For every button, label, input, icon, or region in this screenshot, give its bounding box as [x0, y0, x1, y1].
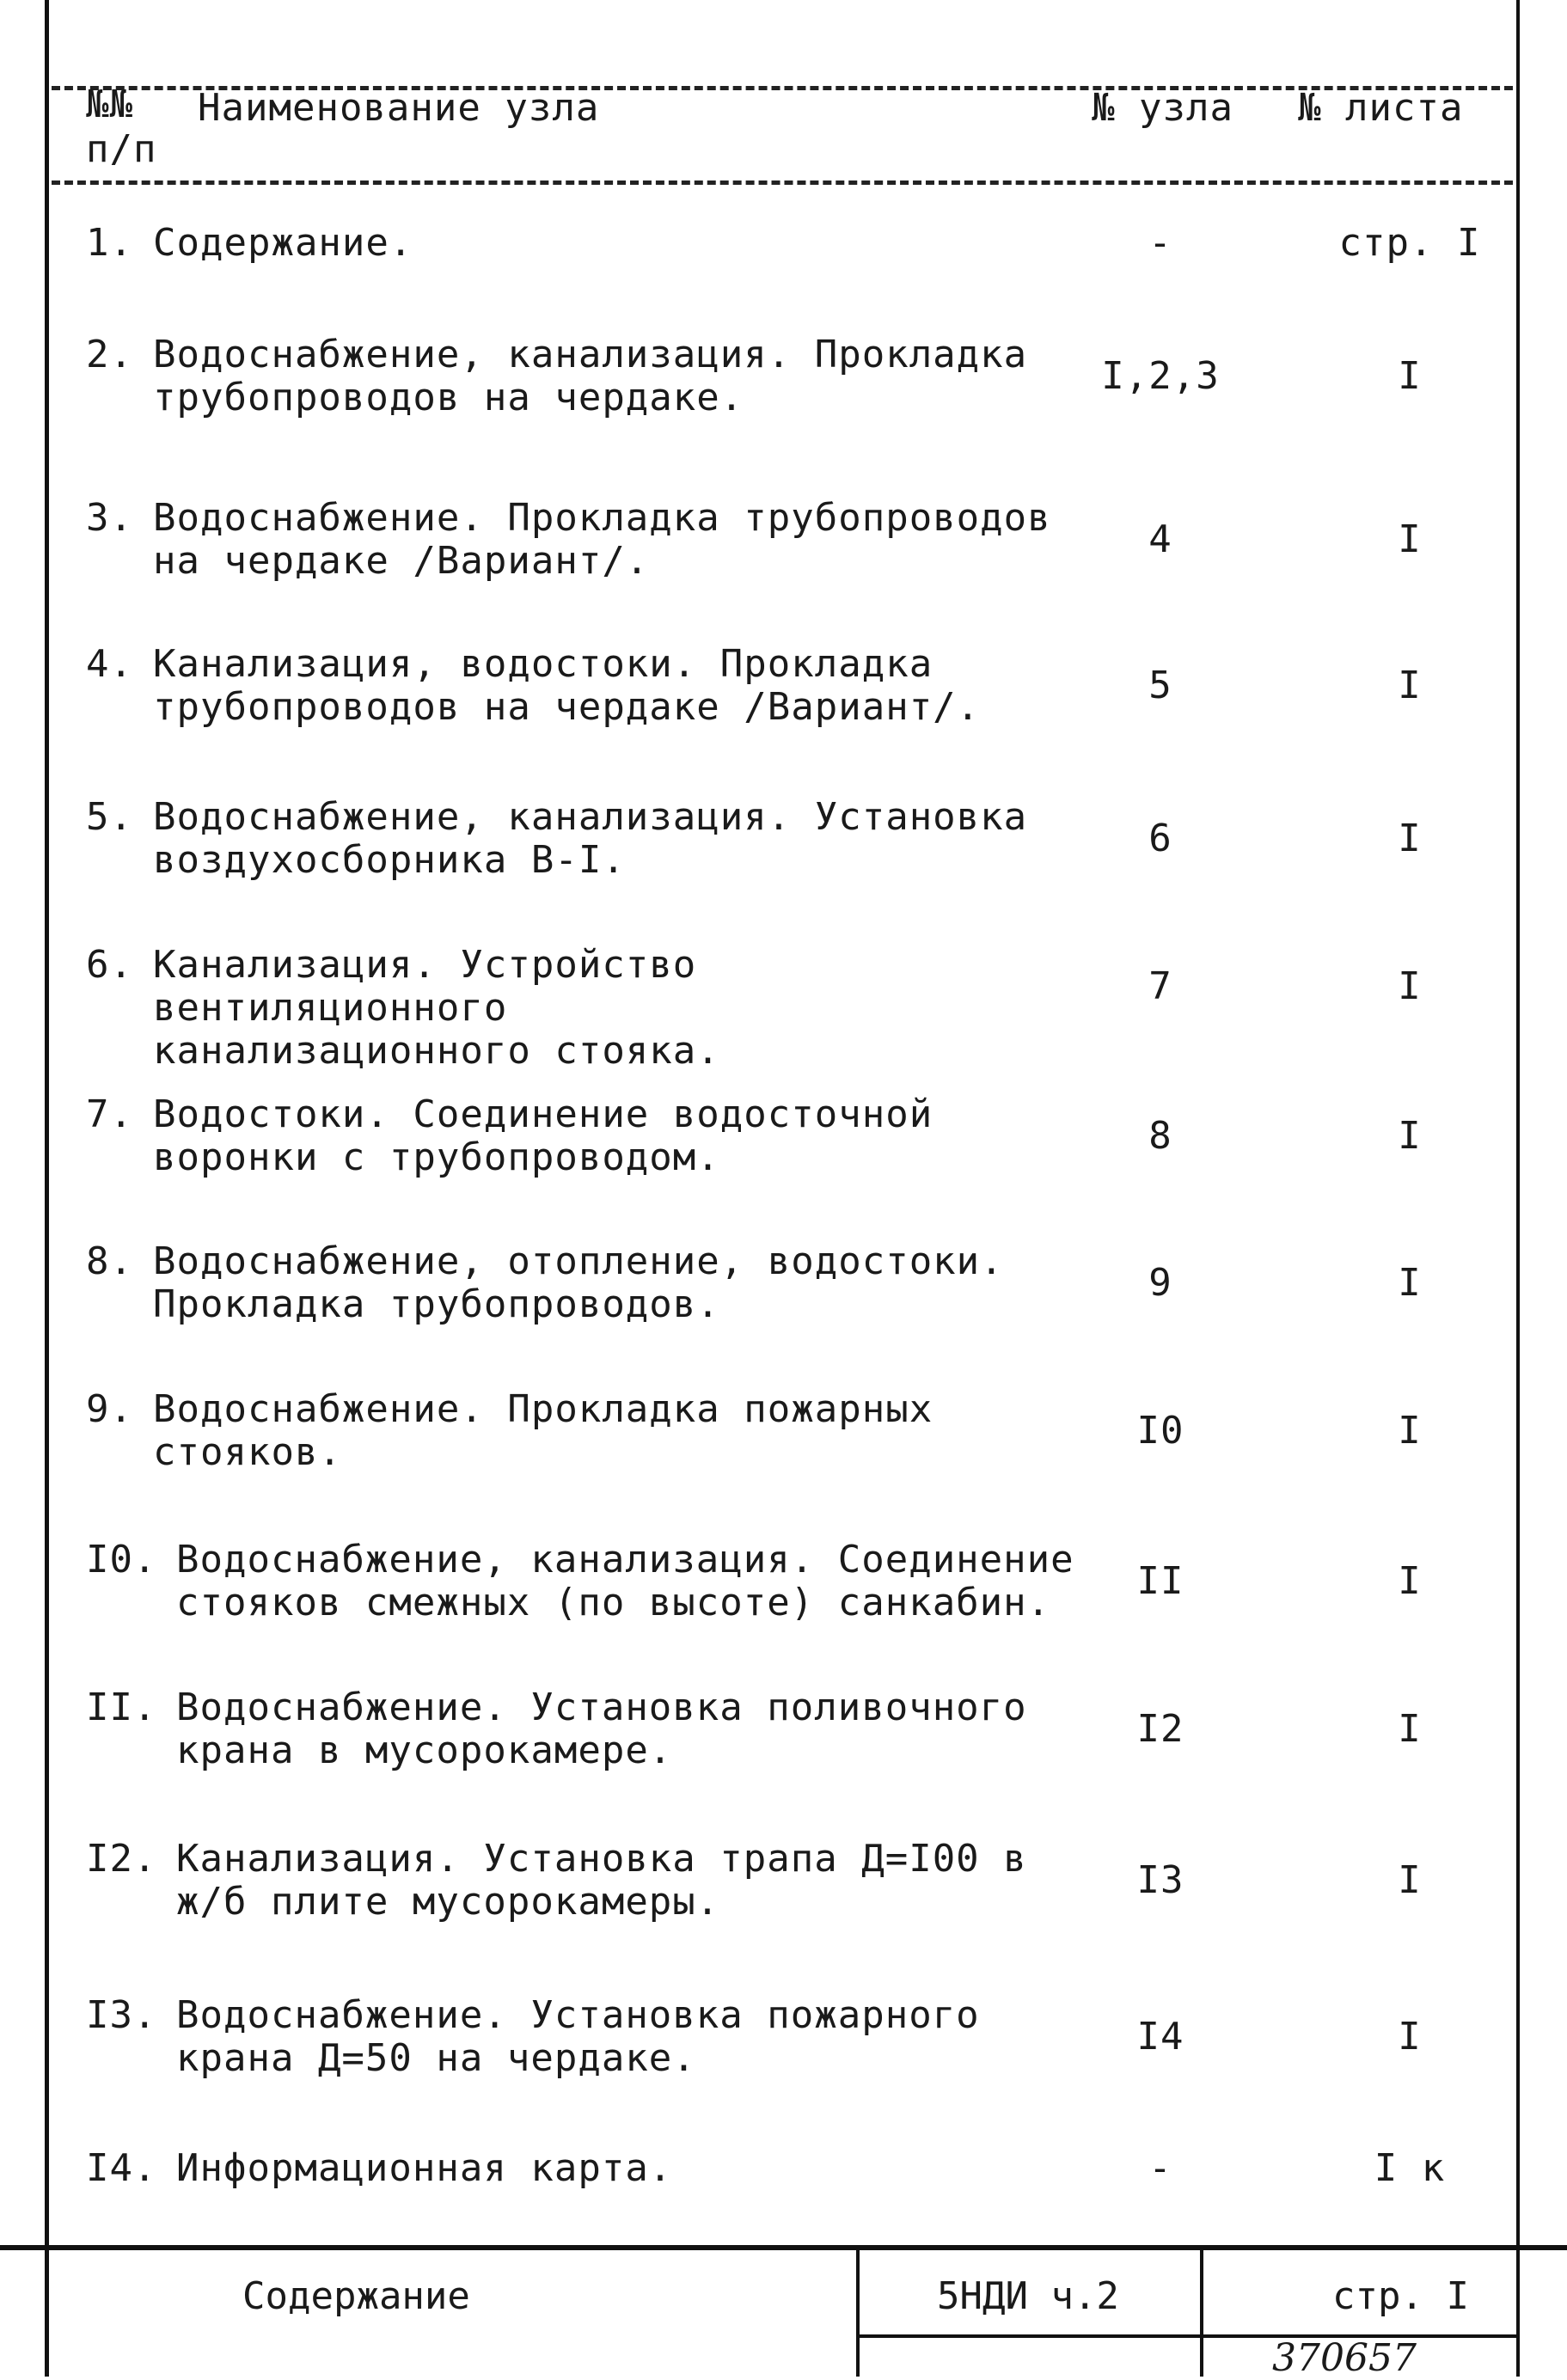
row-sheet-number: I	[1398, 2015, 1422, 2059]
row-name: Водоснабжение. Прокладка пожарных стояков.	[153, 1387, 933, 1474]
row-node-number: 5	[1148, 664, 1172, 707]
row-number: 8.	[86, 1239, 133, 1283]
title-block	[0, 2245, 1567, 2380]
title-block-code: 5НДИ ч.2	[937, 2274, 1119, 2318]
row-number: I0.	[86, 1538, 157, 1582]
row-sheet-number: I	[1398, 1707, 1422, 1751]
row-sheet-number: I	[1398, 664, 1422, 707]
title-block-name-cell	[45, 2250, 860, 2377]
row-name: Канализация, водостоки. Прокладка трубопроводов на чердаке /Вариант/.	[153, 642, 981, 729]
row-sheet-number: I	[1398, 354, 1422, 398]
row-node-number: I,2,3	[1101, 354, 1220, 398]
row-name: Водоснабжение, канализация. Установка воздухосборника В-I.	[153, 795, 1028, 882]
row-number: I2.	[86, 1837, 157, 1881]
title-block-code-cell	[860, 2250, 1203, 2377]
header-name: Наименование узла	[198, 86, 600, 130]
row-number: 3.	[86, 496, 133, 540]
row-sheet-number: стр. I	[1338, 221, 1481, 265]
row-node-number: 4	[1148, 517, 1172, 561]
row-sheet-number: I	[1398, 964, 1422, 1008]
row-name: Водоснабжение, отопление, водостоки. Прокладка трубопроводов.	[153, 1239, 1004, 1326]
row-node-number: I0	[1136, 1409, 1184, 1453]
row-name: Водоснабжение. Установка пожарного крана Д=50 на чердаке.	[176, 1993, 980, 2080]
row-number: 4.	[86, 642, 133, 686]
row-number: I3.	[86, 1993, 157, 2037]
row-name: Водоснабжение. Прокладка трубопроводов на чердаке /Вариант/.	[153, 496, 1051, 583]
row-sheet-number: I	[1398, 1409, 1422, 1453]
row-number: 1.	[86, 221, 133, 265]
row-number: I4.	[86, 2146, 157, 2190]
row-node-number: I4	[1136, 2015, 1184, 2059]
header-number: №№ п/п	[86, 83, 157, 171]
row-sheet-number: I	[1398, 1114, 1422, 1158]
row-name: Канализация. Устройство вентиляционного канализационного стояка.	[153, 943, 720, 1073]
row-node-number: -	[1148, 221, 1172, 265]
row-number: 9.	[86, 1387, 133, 1431]
row-sheet-number: I	[1398, 817, 1422, 860]
row-name: Водоснабжение, канализация. Прокладка трубопроводов на чердаке.	[153, 333, 1028, 419]
row-number: 6.	[86, 943, 133, 987]
header-node: № узла	[1092, 86, 1233, 130]
table-header	[86, 83, 1513, 186]
row-name: Содержание.	[153, 221, 413, 265]
row-number: II.	[86, 1686, 157, 1729]
row-sheet-number: I	[1398, 1858, 1422, 1902]
row-name: Водостоки. Соединение водосточной воронки с трубопроводом.	[153, 1092, 933, 1179]
row-name: Информационная карта.	[176, 2146, 673, 2190]
row-node-number: 9	[1148, 1261, 1172, 1305]
title-block-page: стр. I	[1332, 2274, 1469, 2318]
row-sheet-number: I	[1398, 1559, 1422, 1603]
row-number: 2.	[86, 333, 133, 376]
row-name: Водоснабжение. Установка поливочного крана в мусорокамере.	[176, 1686, 1027, 1772]
row-name: Канализация. Установка трапа Д=I00 в ж/б плите мусорокамеры.	[176, 1837, 1027, 1924]
row-node-number: 7	[1148, 964, 1172, 1008]
row-sheet-number: I	[1398, 517, 1422, 561]
row-name: Водоснабжение, канализация. Соединение стояков смежных (по высоте) санкабин.	[176, 1538, 1074, 1624]
title-block-divider	[860, 2334, 1520, 2338]
row-node-number: 6	[1148, 817, 1172, 860]
row-sheet-number: I	[1398, 1261, 1422, 1305]
row-number: 5.	[86, 795, 133, 839]
row-number: 7.	[86, 1092, 133, 1136]
row-node-number: I3	[1136, 1858, 1184, 1902]
row-sheet-number: I к	[1374, 2146, 1446, 2190]
row-node-number: II	[1136, 1559, 1184, 1603]
row-node-number: I2	[1136, 1707, 1184, 1751]
header-sheet: № листа	[1298, 86, 1464, 130]
row-node-number: 8	[1148, 1114, 1172, 1158]
title-block-title: Содержание	[242, 2274, 470, 2318]
row-node-number: -	[1148, 2146, 1172, 2190]
inventory-number: 370657	[1272, 2336, 1417, 2380]
